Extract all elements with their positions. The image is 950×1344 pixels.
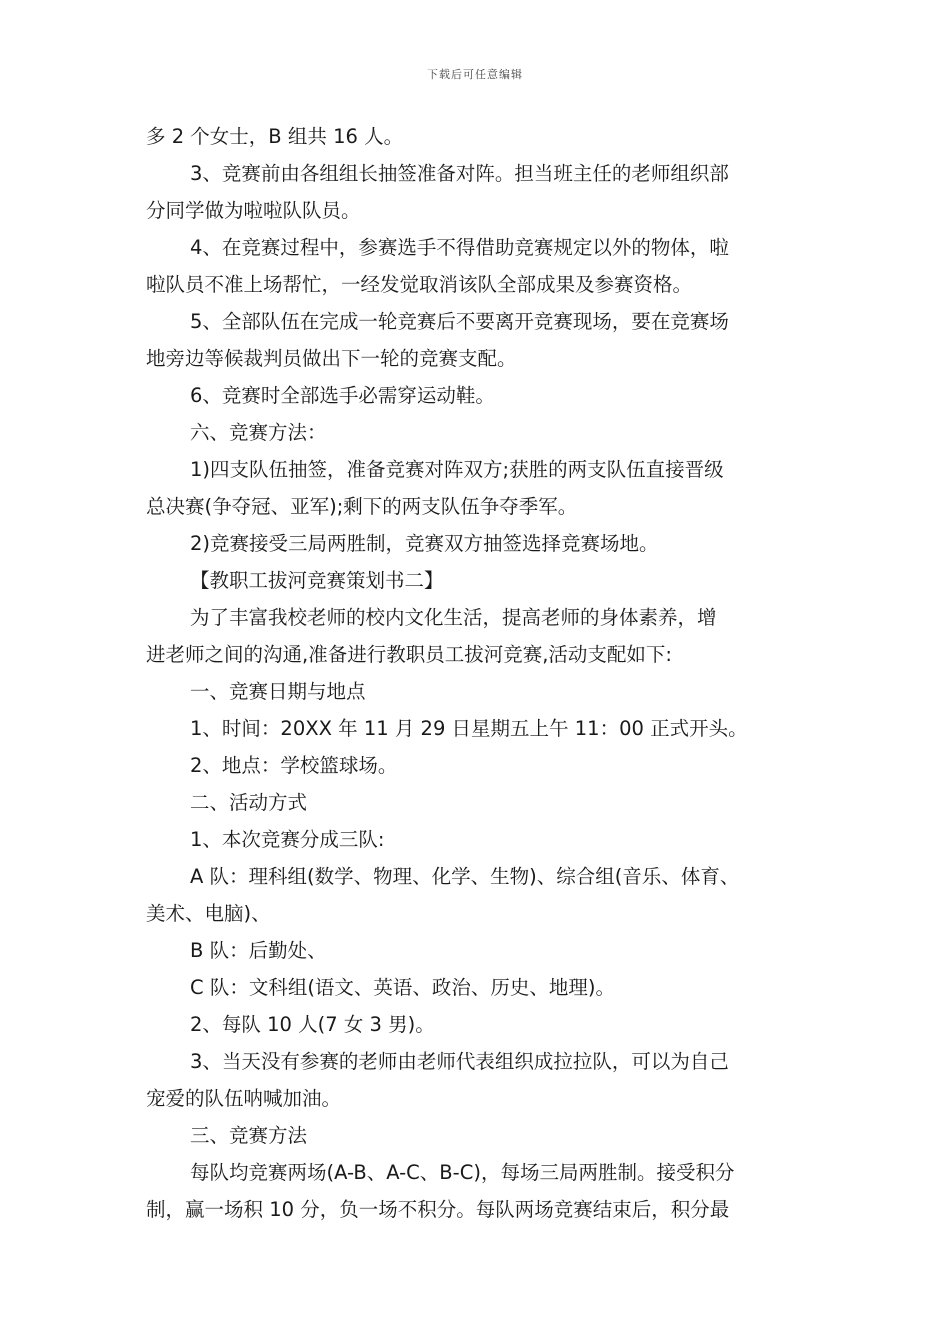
text-line: 2)竞赛接受三局两胜制，竞赛双方抽签选择竞赛场地。 bbox=[190, 532, 659, 555]
text-line: 2、每队 10 人(7 女 3 男)。 bbox=[190, 1013, 435, 1036]
text-line: 美术、电脑)、 bbox=[146, 902, 271, 925]
text-line: 3、竞赛前由各组组长抽签准备对阵。担当班主任的老师组织部 bbox=[190, 162, 729, 185]
text-line: 进老师之间的沟通,准备进行教职员工拔河竞赛,活动支配如下: bbox=[146, 643, 672, 666]
text-line: 六、竞赛方法： bbox=[190, 421, 327, 444]
text-line: 制，赢一场积 10 分，负一场不积分。每队两场竞赛结束后，积分最 bbox=[146, 1198, 730, 1221]
text-line: 6、竞赛时全部选手必需穿运动鞋。 bbox=[190, 384, 495, 407]
text-line: 【教职工拔河竞赛策划书二】 bbox=[190, 569, 444, 592]
page-header: 下载后可任意编辑 bbox=[427, 68, 523, 81]
text-line: 4、在竞赛过程中，参赛选手不得借助竞赛规定以外的物体，啦 bbox=[190, 236, 729, 259]
text-line: 分同学做为啦啦队队员。 bbox=[146, 199, 361, 222]
text-line: 三、竞赛方法 bbox=[190, 1124, 308, 1147]
text-line: 总决赛(争夺冠、亚军);剩下的两支队伍争夺季军。 bbox=[146, 495, 578, 518]
text-line: 5、全部队伍在完成一轮竞赛后不要离开竞赛现场，要在竞赛场 bbox=[190, 310, 729, 333]
text-line: A 队：理科组(数学、物理、化学、生物)、综合组(音乐、体育、 bbox=[190, 865, 740, 888]
text-line: 啦队员不准上场帮忙，一经发觉取消该队全部成果及参赛资格。 bbox=[146, 273, 693, 296]
text-line: 每队均竞赛两场(A-B、A-C、B-C)，每场三局两胜制。接受积分 bbox=[190, 1161, 735, 1184]
text-line: 1)四支队伍抽签，准备竞赛对阵双方;获胜的两支队伍直接晋级 bbox=[190, 458, 724, 481]
text-line: C 队：文科组(语文、英语、政治、历史、地理)。 bbox=[190, 976, 616, 999]
text-line: B 队：后勤处、 bbox=[190, 939, 327, 962]
text-line: 宠爱的队伍呐喊加油。 bbox=[146, 1087, 342, 1110]
text-line: 2、地点：学校篮球场。 bbox=[190, 754, 398, 777]
text-line: 3、当天没有参赛的老师由老师代表组织成拉拉队，可以为自己 bbox=[190, 1050, 729, 1073]
text-line: 为了丰富我校老师的校内文化生活，提高老师的身体素养，增 bbox=[190, 606, 717, 629]
document-body bbox=[146, 118, 816, 1228]
text-line: 多 2 个女士，B 组共 16 人。 bbox=[146, 125, 404, 148]
text-line: 地旁边等候裁判员做出下一轮的竞赛支配。 bbox=[146, 347, 517, 370]
text-line: 1、本次竞赛分成三队: bbox=[190, 828, 385, 851]
text-line: 二、活动方式 bbox=[190, 791, 308, 814]
text-line: 一、竞赛日期与地点 bbox=[190, 680, 366, 703]
text-line: 1、时间：20XX 年 11 月 29 日星期五上午 11：00 正式开头。 bbox=[190, 717, 748, 740]
